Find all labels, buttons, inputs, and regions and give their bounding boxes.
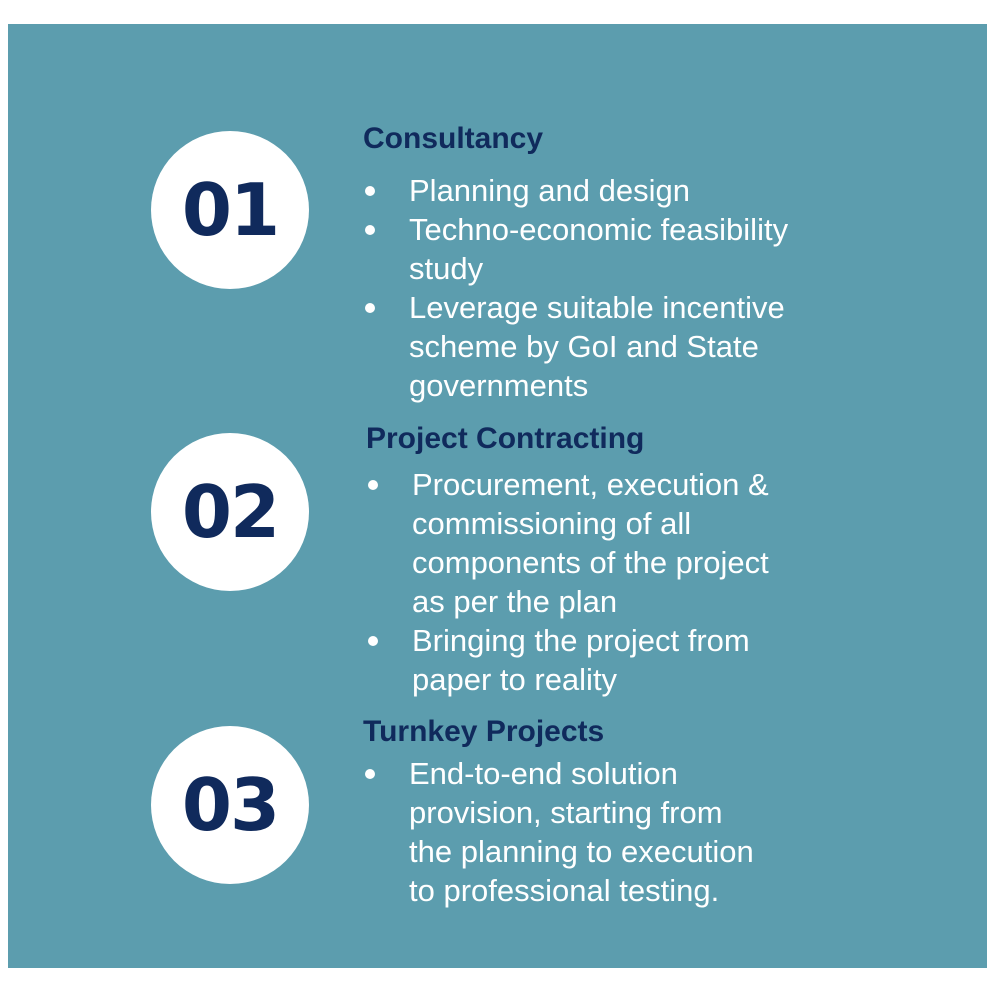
bullet-item <box>366 621 769 699</box>
bullet-line: Leverage suitable incentive <box>409 290 785 325</box>
bullet-list <box>363 754 754 910</box>
bullet-line: Bringing the project from <box>412 623 750 658</box>
bullet-list <box>363 171 788 405</box>
section-number: 02 <box>181 470 279 554</box>
bullet-line: the planning to execution <box>409 834 754 869</box>
section-number: 03 <box>181 763 279 847</box>
section-title: Consultancy <box>363 122 544 155</box>
bullet-item <box>366 465 769 621</box>
bullet-item <box>363 210 788 288</box>
bullet-item <box>363 288 788 405</box>
bullet-line: governments <box>409 368 589 403</box>
section-title: Project Contracting <box>366 422 645 455</box>
services-panel <box>8 24 987 968</box>
section-project-contracting <box>366 421 769 699</box>
bullet-line: study <box>409 251 484 286</box>
bullet-line: as per the plan <box>412 584 618 619</box>
bullet-line: components of the project <box>412 545 769 580</box>
bullet-line: Procurement, execution & <box>412 467 769 502</box>
bullet-line: Techno-economic feasibility <box>409 212 789 247</box>
bullet-line: commissioning of all <box>412 506 692 541</box>
number-badge-01 <box>151 131 309 289</box>
section-number: 01 <box>181 168 279 252</box>
bullet-line: to professional testing. <box>409 873 720 908</box>
number-badge-03 <box>151 726 309 884</box>
bullet-line: Planning and design <box>409 173 690 208</box>
bullet-item <box>363 171 788 210</box>
section-turnkey-projects <box>363 714 754 910</box>
bullet-line: paper to reality <box>412 662 618 697</box>
section-title: Turnkey Projects <box>363 715 605 748</box>
bullet-line: scheme by GoI and State <box>409 329 759 364</box>
section-consultancy <box>363 121 788 405</box>
bullet-list <box>366 465 769 699</box>
bullet-line: End-to-end solution <box>409 756 678 791</box>
bullet-line: provision, starting from <box>409 795 723 830</box>
number-badge-02 <box>151 433 309 591</box>
bullet-item <box>363 754 754 910</box>
